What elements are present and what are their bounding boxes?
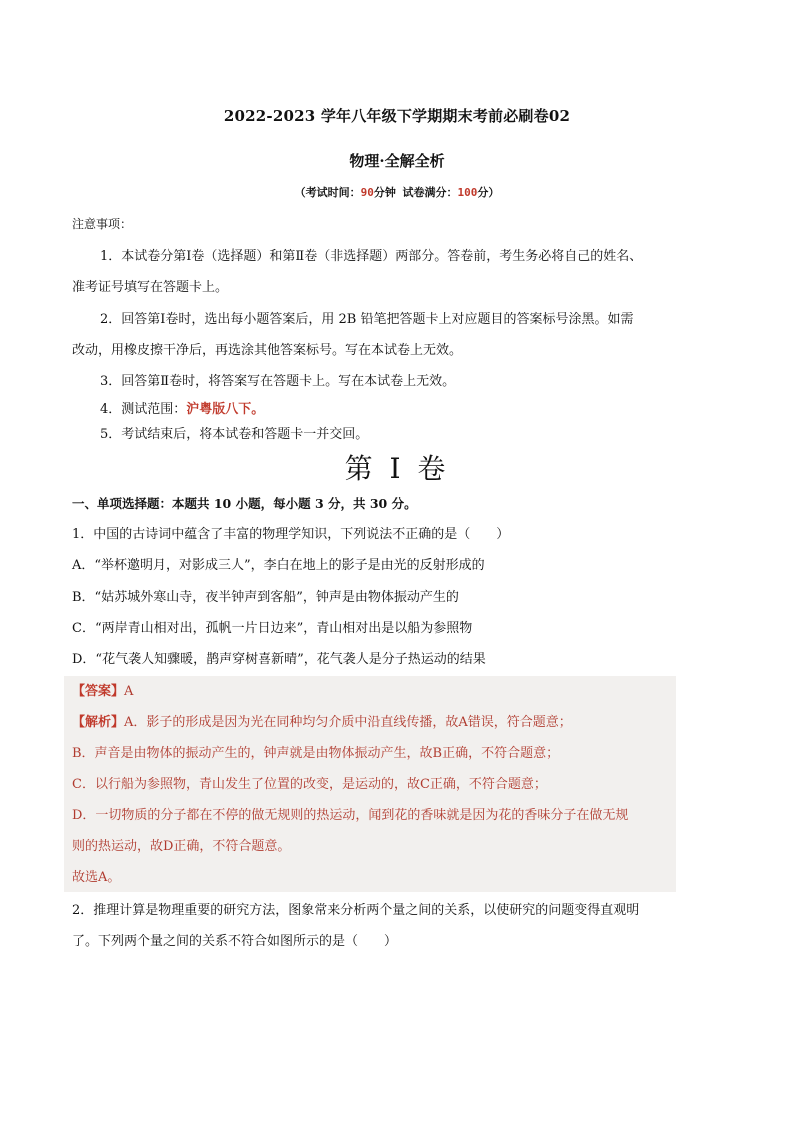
analysis-line-5: 则的热运动，故D正确，不符合题意。 xyxy=(72,839,291,854)
full-score: 100 xyxy=(457,186,478,199)
exam-info-suffix: 分） xyxy=(477,186,500,199)
question-1-option-c: C．“两岸青山相对出，孤帆一片日边来”，青山相对出是以船为参照物 xyxy=(72,621,473,636)
note-item-2-line-1: 2．回答第Ⅰ卷时，选出每小题答案后，用 2B 铅笔把答题卡上对应题目的答案标号涂黑。如需 xyxy=(100,312,634,327)
note-item-1-line-1: 1．本试卷分第Ⅰ卷（选择题）和第Ⅱ卷（非选择题）两部分。答卷前，考生务必将自己的姓名、 xyxy=(100,249,643,264)
question-1-option-b: B．“姑苏城外寒山寺，夜半钟声到客船”，钟声是由物体振动产生的 xyxy=(72,590,459,605)
document-title: 2022-2023 学年八年级下学期期末考前必刷卷02 xyxy=(223,107,571,125)
answer-line xyxy=(72,683,682,701)
answer-value: A xyxy=(124,684,134,699)
analysis-text-1: A．影子的形成是因为光在同种均匀介质中沿直线传播，故A错误，符合题意； xyxy=(124,715,572,730)
note-item-5: 5．考试结束后，将本试卷和答题卡一并交回。 xyxy=(100,427,369,442)
note-item-4-prefix: 4．测试范围： xyxy=(100,402,187,417)
analysis-line-2: B．声音是由物体的振动产生的，钟声就是由物体振动产生，故B正确，不符合题意； xyxy=(72,746,560,761)
question-2-line-2: 了。下列两个量之间的关系不符合如图所示的是（ ） xyxy=(72,934,398,949)
note-item-4 xyxy=(100,401,682,419)
note-item-2-line-2: 改动，用橡皮擦干净后，再选涂其他答案标号。写在本试卷上无效。 xyxy=(72,343,463,358)
question-1-option-d: D．“花气袭人知骤暖，鹊声穿树喜新晴”，花气袭人是分子热运动的结果 xyxy=(72,652,486,667)
question-1-stem: 1．中国的古诗词中蕴含了丰富的物理学知识，下列说法不正确的是（ ） xyxy=(72,527,510,542)
test-scope: 沪粤版八下。 xyxy=(186,402,265,417)
exam-info xyxy=(0,184,794,200)
answer-conclusion: 故选A。 xyxy=(72,870,121,885)
exam-time: 90 xyxy=(360,186,374,199)
volume-title: 第 I 卷 xyxy=(344,452,450,485)
notes-title: 注意事项： xyxy=(72,217,133,231)
question-2-line-1: 2．推理计算是物理重要的研究方法，图象常来分析两个量之间的关系，以使研究的问题变得直观明 xyxy=(72,903,640,918)
analysis-line-3: C．以行船为参照物，青山发生了位置的改变，是运动的，故C正确，不符合题意； xyxy=(72,777,547,792)
answer-label: 【答案】 xyxy=(72,684,125,699)
note-item-1-line-2: 准考证号填写在答题卡上。 xyxy=(72,280,229,295)
analysis-label: 【解析】 xyxy=(72,715,125,730)
analysis-line-1 xyxy=(72,714,682,732)
exam-info-prefix: （考试时间： xyxy=(294,186,361,199)
document-subtitle: 物理·全解全析 xyxy=(349,152,445,170)
question-1-option-a: A．“举杯邀明月，对影成三人”，李白在地上的影子是由光的反射形成的 xyxy=(72,558,485,573)
note-item-3: 3．回答第Ⅱ卷时，将答案写在答题卡上。写在本试卷上无效。 xyxy=(100,374,456,389)
section-heading: 一、单项选择题：本题共 10 小题，每小题 3 分，共 30 分。 xyxy=(72,496,417,511)
analysis-line-4: D．一切物质的分子都在不停的做无规则的热运动，闻到花的香味就是因为花的香味分子在做无规 xyxy=(72,808,629,823)
exam-info-mid: 分钟 试卷满分： xyxy=(373,186,458,199)
